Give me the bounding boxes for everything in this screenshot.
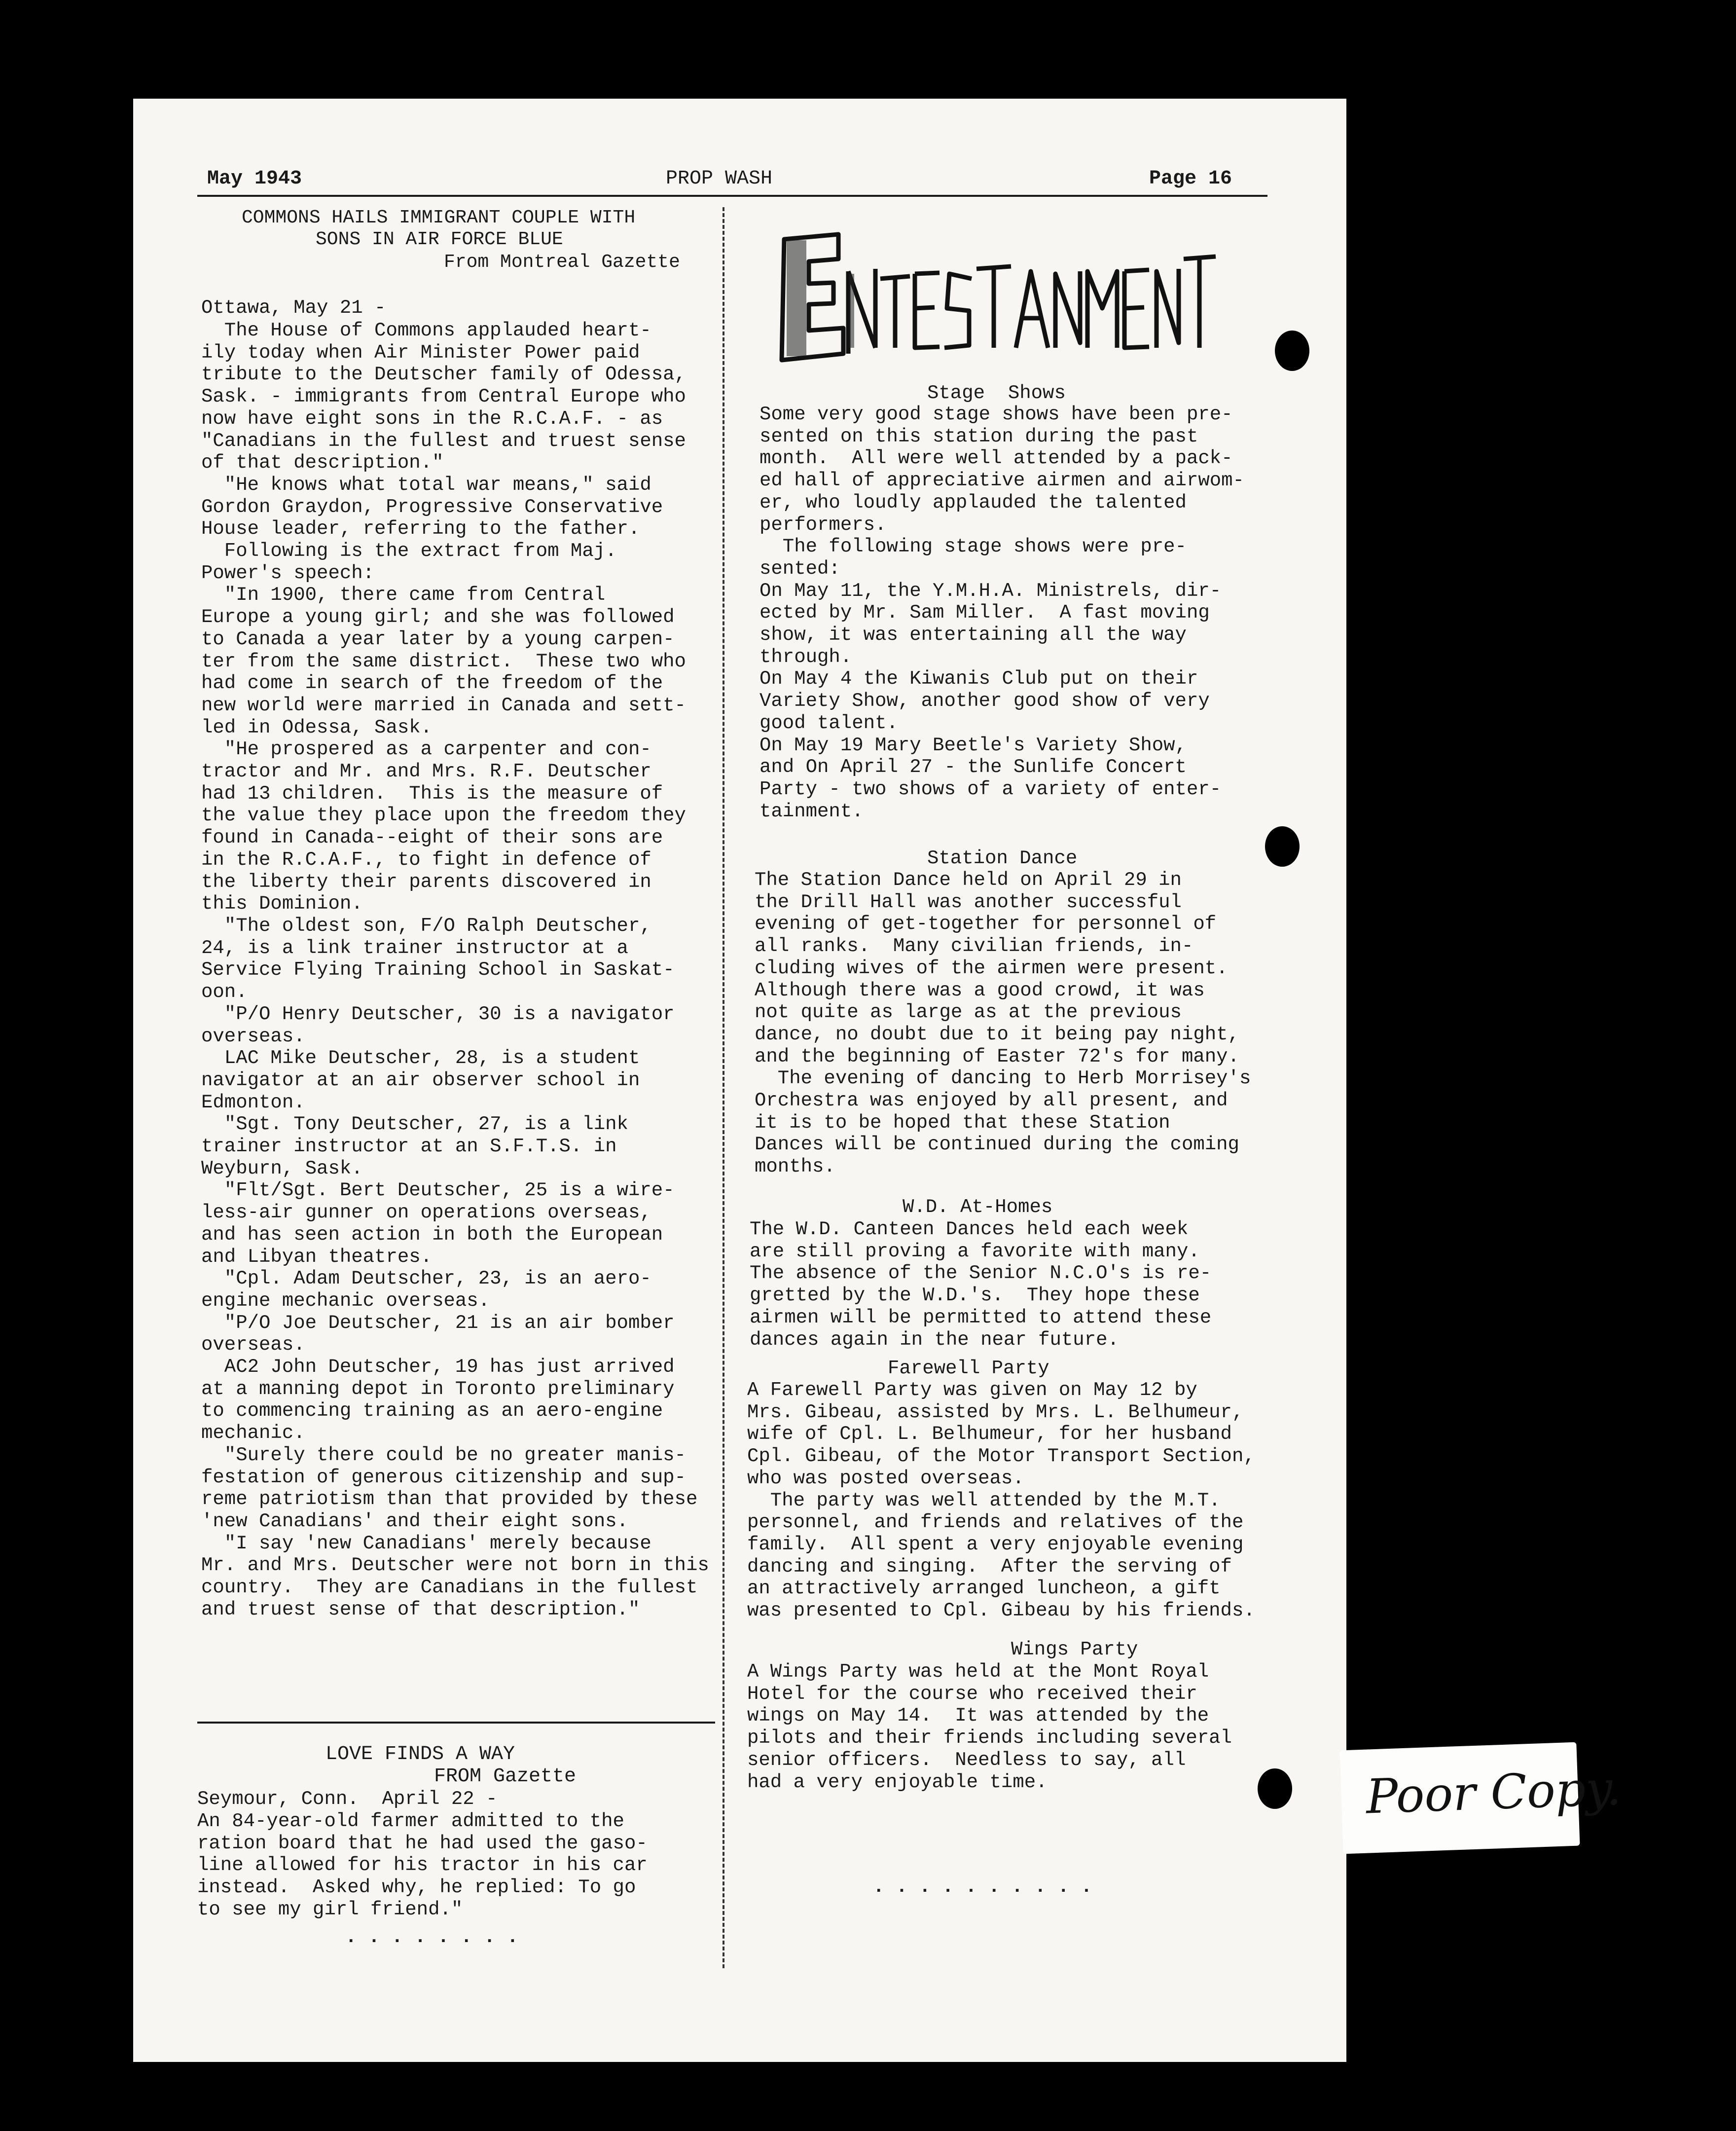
stage-shows-body: Some very good stage shows have been pre- sented on this station during the past month. All were well attended by a pack- ed hall of appreciative airmen and airwom- er, who loudly applauded the talented performers. The following stage shows were pre- sented: On May 11, the Y.M.H.A. Ministrels, dir- ected by Mr. Sam Miller. A fast moving show, it was entertaining all the way through. On May 4 the Kiwanis Club put on their Variety Show, another good show of very good talent. On May 19 Mary Beetle's Variety Show, and On April 27 - the Sunlife Concert Party - two shows of a variety of enter- tainment. (760, 404, 1244, 822)
love-article-source: FROM Gazette (434, 1765, 577, 1788)
station-dance-body: The Station Dance held on April 29 in the Drill Hall was another successful evening of get-together for personnel of all ranks. Many civilian friends, in- cluding wives of the airmen were present. Although there was a good crowd, it was not quite as large as at the previous dance, no doubt due to it being pay night, and the beginning of Easter 72's for many. The evening of dancing to Herb Morrisey's Orchestra was enjoyed by all present, and it is to be hoped that these Station Dances will be continued during the coming months. (755, 869, 1251, 1178)
wd-at-homes-body: The W.D. Canteen Dances held each week are still proving a favorite with many. The absence of the Senior N.C.O's is re- gretted by the W.D.'s. They hope these airmen will be permitted to attend these dances again in the near future. (750, 1218, 1212, 1351)
article-body: The House of Commons applauded heart- ily today when Air Minister Power paid tribute to the Deutscher family of Odessa, Sask. - immigrants from Central Europe who now have eight sons in the R.C.A.F. - as "Canadians in the fullest and truest sense of that description." "He knows what total war means," said Gordon Graydon, Progressive Conservative House leader, referring to the father. Following is the extract from Maj. Power's speech: "In 1900, there came from Central Europe a young girl; and she was followed to Canada a year later by a young carpen- ter from the same district. These two who had come in search of the freedom of the new world were married in Canada and sett- led in Odessa, Sask. "He prospered as a carpenter and con- tractor and Mr. and Mrs. R.F. Deutscher had 13 children. This is the measure of the value they place upon the freedom they found in Canada--eight of their sons are in the R.C.A.F., to fight in defence of the liberty their parents discovered in this Dominion. "The oldest son, F/O Ralph Deutscher, 24, is a link trainer instructor at a Service Flying Training School in Saskat- oon. "P/O Henry Deutscher, 30 is a navigator overseas. LAC Mike Deutscher, 28, is a student navigator at an air observer school in Edmonton. "Sgt. Tony Deutscher, 27, is a link trainer instructor at an S.F.T.S. in Weyburn, Sask. "Flt/Sgt. Bert Deutscher, 25 is a wire- less-air gunner on operations overseas, and has seen action in both the European and Libyan theatres. "Cpl. Adam Deutscher, 23, is an aero- engine mechanic overseas. "P/O Joe Deutscher, 21 is an air bomber overseas. AC2 John Deutscher, 19 has just arrived at a manning depot in Toronto preliminary to commencing training as an aero-engine mechanic. "Surely there could be no greater manis- festation of generous citizenship and sup- reme patriotism than that provided by these 'new Canadians' and their eight sons. "I say 'new Canadians' merely because Mr. and Mrs. Deutscher were not born in this country. They are Canadians in the fullest and truest sense of that description." (201, 320, 709, 1620)
wings-party-body: A Wings Party was held at the Mont Royal Hotel for the course who received their wings on May 14. It was attended by the pilots and their friends including several senior officers. Needless to say, all had a very enjoyable time. (747, 1661, 1232, 1793)
header-page: Page 16 (1149, 168, 1232, 190)
right-column-dots: . . . . . . . . . . (873, 1876, 1092, 1898)
love-article-dots: . . . . . . . . (345, 1926, 519, 1948)
farewell-party-heading: Farewell Party (888, 1358, 1049, 1379)
header-date: May 1943 (207, 168, 302, 190)
punch-hole (1258, 1768, 1292, 1809)
article-title-line-1: COMMONS HAILS IMMIGRANT COUPLE WITH (242, 207, 636, 228)
entertainment-logo (774, 224, 1218, 372)
article-dateline: Ottawa, May 21 - (201, 297, 386, 319)
farewell-party-body: A Farewell Party was given on May 12 by Mrs. Gibeau, assisted by Mrs. L. Belhumeur, wife of Cpl. L. Belhumeur, for her husband Cpl. Gibeau, of the Motor Transport Section, who was posted overseas. The party was well attended by the M.T. personnel, and friends and relatives of the family. All spent a very enjoyable evening dancing and singing. After the serving of an attractively arranged luncheon, a gift was presented to Cpl. Gibeau by his friends. (747, 1379, 1255, 1622)
punch-hole (1275, 331, 1309, 371)
love-article-title: LOVE FINDS A WAY (326, 1743, 515, 1765)
header-title: PROP WASH (666, 168, 773, 190)
punch-hole (1265, 826, 1300, 867)
article-source: From Montreal Gazette (444, 252, 680, 273)
poor-copy-label (1339, 1742, 1622, 1854)
stage-shows-heading: Stage Shows (927, 382, 1066, 404)
love-article-body: An 84-year-old farmer admitted to the ration board that he had used the gaso- line allowed for his tractor in his car instead. Asked why, he replied: To go to see my girl friend." (197, 1810, 648, 1920)
wings-party-heading: Wings Party (1011, 1639, 1138, 1660)
wd-at-homes-heading: W.D. At-Homes (903, 1196, 1053, 1218)
article-separator (197, 1722, 715, 1724)
love-article-dateline: Seymour, Conn. April 22 - (197, 1788, 498, 1810)
column-divider (723, 207, 724, 1968)
article-title-line-2: SONS IN AIR FORCE BLUE (316, 229, 563, 250)
station-dance-heading: Station Dance (927, 847, 1078, 869)
header-rule (197, 195, 1267, 197)
logo-text: ENTERTAINMENT (774, 224, 779, 225)
poor-copy-text: Poor Copy. (1365, 1760, 1622, 1825)
